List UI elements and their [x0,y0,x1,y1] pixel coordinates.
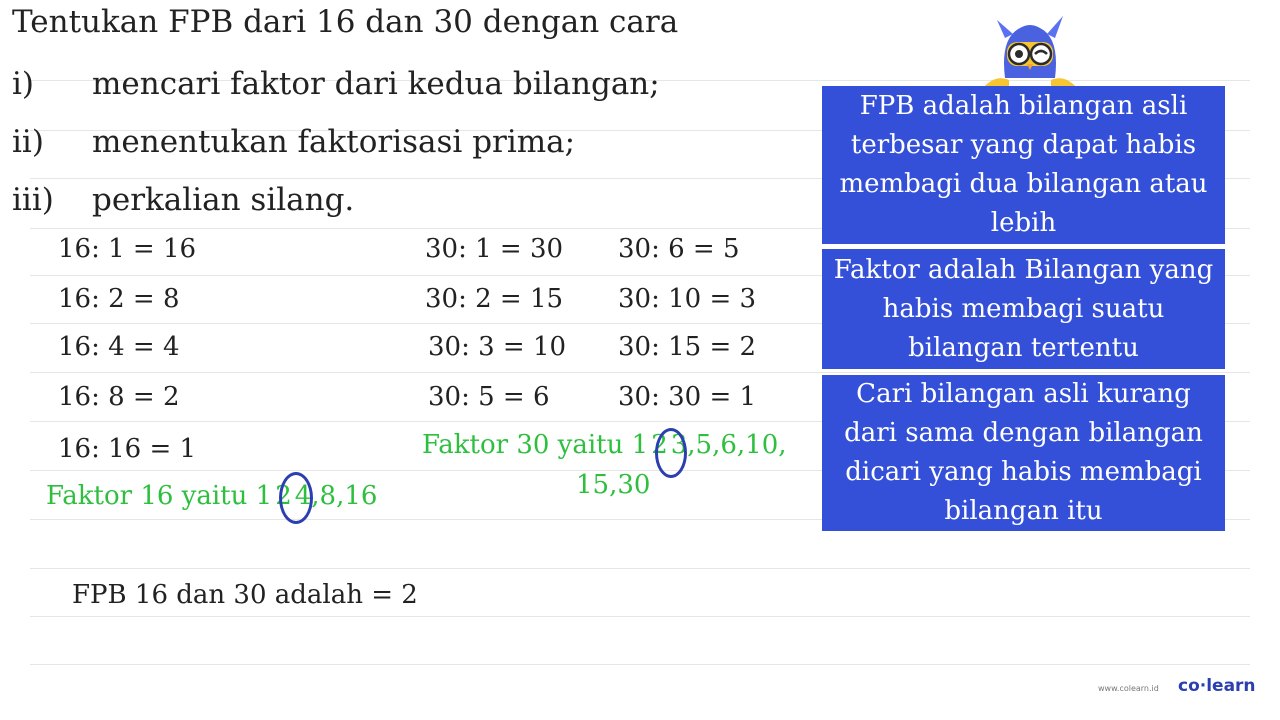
division-16: 16: 16 = 1 [58,434,197,464]
highlight-circle [279,472,313,524]
factors-16-line [46,481,377,511]
factors-30-prefix: Faktor 30 yaitu 1 [422,430,649,460]
factors-30-line [422,430,787,460]
question-title: Tentukan FPB dari 16 dan 30 dengan cara [12,4,679,40]
footer-url: www.colearn.id [1098,684,1159,693]
fpb-answer: FPB 16 dan 30 adalah = 2 [72,580,418,610]
rule-line [30,664,1250,665]
division-16: 16: 4 = 4 [58,332,180,362]
division-30: 30: 2 = 15 [425,284,564,314]
rule-line [30,616,1250,617]
faktor-definition-text: Faktor adalah Bilangan yang habis membagi suatu bilangan tertentu [833,254,1214,363]
division-30: 30: 1 = 30 [425,234,564,264]
search-tip-box [822,375,1225,531]
division-16: 16: 2 = 8 [58,284,180,314]
factors-30-line2: 15,30 [576,470,651,500]
owl-mascot-icon [975,8,1085,98]
division-30: 30: 3 = 10 [428,332,567,362]
method-text: perkalian silang. [92,182,355,218]
factors-30-circled-value: 2 [651,430,668,460]
factors-30-suffix: 3,5,6,10, [670,430,787,460]
factors-16-prefix: Faktor 16 yaitu 1 [46,481,273,511]
fpb-definition-box [822,86,1225,244]
method-number: i) [12,66,35,102]
division-16: 16: 1 = 16 [58,234,197,264]
rule-line [30,568,1250,569]
method-text: menentukan faktorisasi prima; [92,124,576,160]
factors-16-circled-value: 2 [275,481,292,511]
fpb-definition-text: FPB adalah bilangan asli terbesar yang dapat habis membagi dua bilangan atau lebih [839,91,1208,238]
method-text: mencari faktor dari kedua bilangan; [92,66,660,102]
division-30: 30: 15 = 2 [618,332,757,362]
division-30: 30: 5 = 6 [428,382,550,412]
method-number: ii) [12,124,44,160]
search-tip-text: Cari bilangan asli kurang dari sama dengan bilangan dicari yang habis membagi bilangan itu [844,379,1203,526]
method-number: iii) [12,182,54,218]
rule-line [30,372,1250,373]
division-30: 30: 30 = 1 [618,382,757,412]
highlight-circle [655,428,687,478]
factors-16-suffix: 4,8,16 [294,481,378,511]
faktor-definition-box [822,249,1225,369]
division-16: 16: 8 = 2 [58,382,180,412]
division-30: 30: 6 = 5 [618,234,740,264]
division-30: 30: 10 = 3 [618,284,757,314]
colearn-logo: co·learn [1178,676,1256,696]
